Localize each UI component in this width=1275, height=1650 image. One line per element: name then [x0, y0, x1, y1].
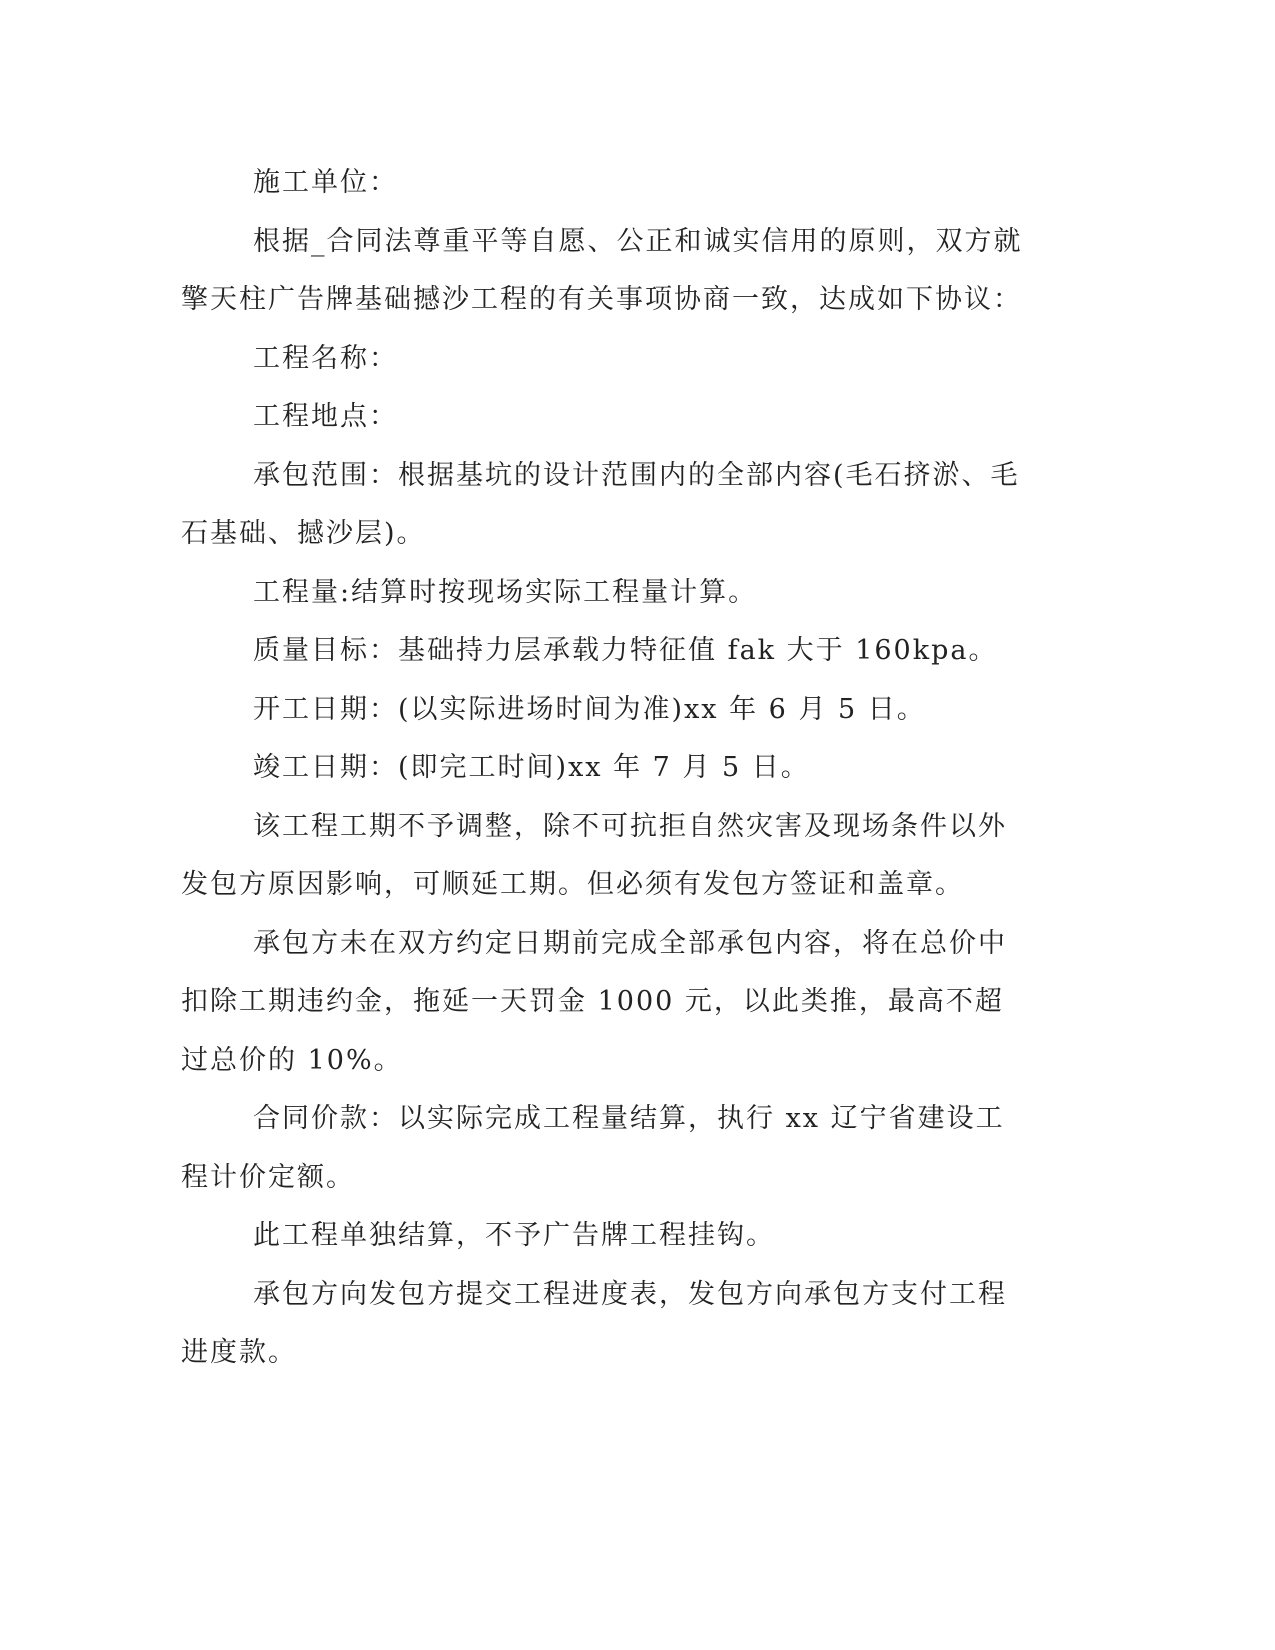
paragraph-schedule-adjustment: 该工程工期不予调整，除不可抗拒自然灾害及现场条件以外发包方原因影响，可顺延工期。但必须有发包方签证和盖章。: [181, 810, 1007, 900]
paragraph-completion-date: 竣工日期：(即完工时间)xx 年 7 月 5 日。: [253, 752, 810, 783]
paragraph-delay-penalty: 承包方未在双方约定日期前完成全部承包内容，将在总价中扣除工期违约金，拖延一天罚金 1000 元，以此类推，最高不超过总价的 10%。: [181, 927, 1007, 1076]
paragraph-agreement-basis: 根据_合同法尊重平等自愿、公正和诚实信用的原则，双方就擎天柱广告牌基础撼沙工程的有关事项协商一致，达成如下协议：: [181, 225, 1023, 315]
paragraph-quality-target: 质量目标：基础持力层承载力特征值 fak 大于 160kpa。: [253, 635, 998, 666]
paragraph-contract-scope: 承包范围：根据基坑的设计范围内的全部内容(毛石挤淤、毛石基础、撼沙层)。: [181, 459, 1020, 549]
paragraph-start-date: 开工日期：(以实际进场时间为准)xx 年 6 月 5 日。: [253, 693, 926, 725]
paragraph-progress-payment: 承包方向发包方提交工程进度表，发包方向承包方支付工程进度款。: [181, 1278, 1007, 1368]
paragraph-project-name: 工程名称：: [253, 342, 398, 374]
paragraph-construction-unit: 施工单位：: [253, 167, 398, 198]
paragraph-project-location: 工程地点：: [253, 401, 398, 432]
paragraph-separate-settlement: 此工程单独结算，不予广告牌工程挂钩。: [253, 1220, 775, 1251]
paragraph-work-quantity: 工程量:结算时按现场实际工程量计算。: [253, 576, 758, 608]
document-body: [181, 154, 1031, 1383]
paragraph-contract-price: 合同价款：以实际完成工程量结算，执行 xx 辽宁省建设工程计价定额。: [181, 1103, 1005, 1193]
